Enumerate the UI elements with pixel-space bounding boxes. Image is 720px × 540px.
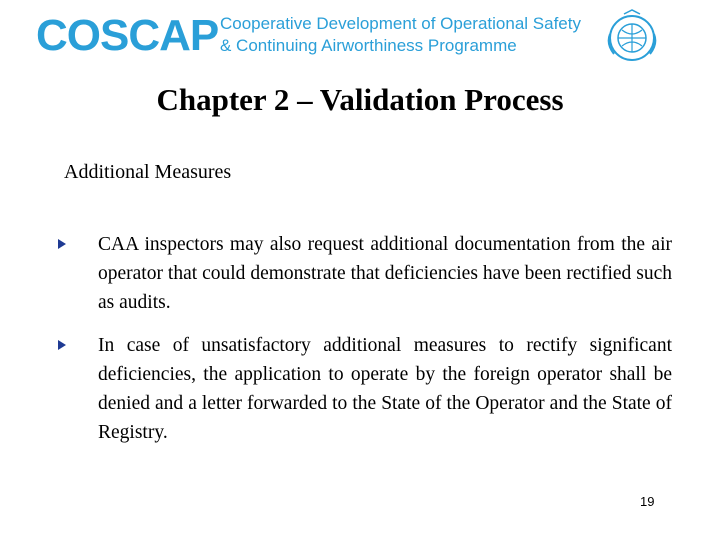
- triangle-bullet-icon: [58, 340, 66, 350]
- section-subheading: Additional Measures: [64, 161, 232, 183]
- bullet-list: [58, 230, 672, 461]
- header-banner: [36, 8, 696, 64]
- bullet-text: In case of unsatisfactory additional measures to rectify significant deficiencies, the application to operate by the foreign operator shall be denied and a letter forwarded to the State of the Operator and the State of Registry.: [98, 335, 672, 443]
- bullet-item: [58, 331, 672, 447]
- bullet-item: [58, 230, 672, 317]
- slide-title: Chapter 2 – Validation Process: [156, 82, 564, 117]
- triangle-bullet-icon: [58, 239, 66, 249]
- bullet-text: CAA inspectors may also request additional documentation from the air operator that could demonstrate that deficiencies have been rectified such as audits.: [98, 234, 672, 313]
- page-number: 19: [640, 494, 655, 509]
- icao-emblem-icon: [602, 8, 662, 68]
- coscap-logo: COSCAP: [36, 11, 219, 60]
- logo-subtitle-line1: Cooperative Development of Operational Safety: [220, 14, 581, 33]
- logo-subtitle-line2: & Continuing Airworthiness Programme: [220, 36, 517, 55]
